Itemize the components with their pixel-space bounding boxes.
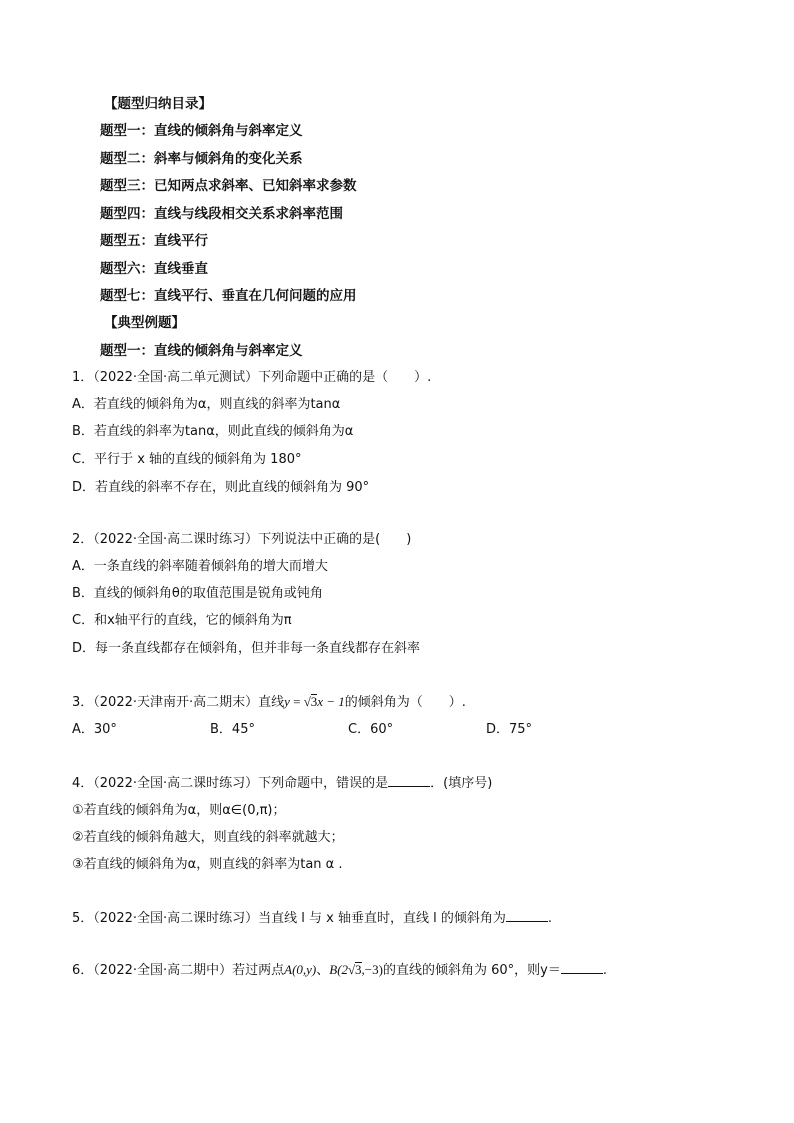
toc-item-1: 题型一：直线的倾斜角与斜率定义: [100, 123, 303, 139]
q5-stem-text: 5．（2022·全国·高二课时练习）当直线 l 与 x 轴垂直时，直线 l 的倾斜角为: [72, 911, 506, 926]
q3-stem: [72, 693, 466, 712]
q3-option-d: D．75°: [486, 722, 533, 737]
q6-sqrt-radicand: 3: [355, 962, 362, 977]
answer-blank[interactable]: [506, 909, 548, 922]
q3-option-b: B．45°: [210, 722, 255, 737]
q4-stem: [72, 774, 492, 793]
q6-point-b-suffix: ,−3): [361, 962, 383, 977]
q1-option-c: C．平行于 x 轴的直线的倾斜角为 180°: [72, 452, 302, 467]
q4-stem-text: 4．（2022·全国·高二课时练习）下列命题中，错误的是: [72, 776, 389, 791]
q4-stem-end: ．(填序号): [430, 776, 493, 791]
answer-blank[interactable]: [561, 961, 603, 974]
q2-option-b: B．直线的倾斜角θ的取值范围是锐角或钝角: [72, 586, 323, 601]
toc-item-2: 题型二：斜率与倾斜角的变化关系: [100, 151, 303, 167]
q3-equation-rest: x − 1: [317, 694, 345, 709]
q4-statement-1: ①若直线的倾斜角为α，则α∈(0,π)；: [72, 803, 286, 818]
q1-stem: 1．（2022·全国·高二单元测试）下列命题中正确的是（ ）.: [72, 370, 432, 385]
examples-title: 【典型例题】: [104, 315, 185, 331]
toc-title: 【题型归纳目录】: [104, 96, 212, 112]
q6-stem-middle: 的直线的倾斜角为 60°，则y＝: [382, 963, 561, 978]
q3-equation-eq: =: [289, 694, 304, 709]
answer-blank[interactable]: [388, 774, 430, 787]
q6-stem-end: .: [602, 963, 607, 978]
q3-options: [72, 721, 592, 739]
radical-icon: √: [303, 694, 311, 709]
q2-option-d: D．每一条直线都存在倾斜角，但并非每一条直线都存在斜率: [72, 641, 421, 656]
q6-point-b-prefix: B(2: [329, 962, 349, 977]
q2-option-c: C．和x轴平行的直线，它的倾斜角为π: [72, 613, 292, 628]
toc-item-6: 题型六：直线垂直: [100, 261, 208, 277]
toc-item-4: 题型四：直线与线段相交关系求斜率范围: [100, 206, 343, 222]
q3-sqrt-radicand: 3: [310, 694, 318, 709]
radical-icon: √: [348, 962, 356, 977]
q3-stem-suffix: 的倾斜角为（ ）.: [344, 695, 466, 710]
q4-statement-2: ②若直线的倾斜角越大，则直线的斜率就越大；: [72, 830, 344, 845]
q5-stem-end: .: [547, 911, 552, 926]
q6-stem: [72, 961, 607, 980]
q6-sqrt: [348, 961, 362, 979]
toc-item-5: 题型五：直线平行: [100, 233, 208, 249]
q4-statement-3: ③若直线的倾斜角为α，则直线的斜率为tan α .: [72, 857, 343, 872]
q3-stem-prefix: 3．（2022·天津南开·高二期末）直线: [72, 695, 285, 710]
q6-stem-prefix: 6．（2022·全国·高二期中）若过两点: [72, 963, 285, 978]
q6-separator: 、: [316, 963, 330, 978]
q5-stem: [72, 909, 552, 928]
q1-option-d: D．若直线的斜率不存在，则此直线的倾斜角为 90°: [72, 480, 370, 495]
q2-option-a: A．一条直线的斜率随着倾斜角的增大而增大: [72, 559, 328, 574]
q3-sqrt: [304, 693, 318, 711]
q3-equation-y: y: [284, 694, 290, 709]
section-heading: 题型一：直线的倾斜角与斜率定义: [100, 343, 303, 359]
q6-point-a: A(0,y): [284, 962, 317, 977]
q2-stem: 2．（2022·全国·高二课时练习）下列说法中正确的是( ): [72, 532, 412, 547]
q3-option-a: A．30°: [72, 722, 117, 737]
q3-option-c: C．60°: [348, 722, 394, 737]
toc-item-3: 题型三：已知两点求斜率、已知斜率求参数: [100, 178, 357, 194]
q1-option-b: B．若直线的斜率为tanα，则此直线的倾斜角为α: [72, 424, 354, 439]
q1-option-a: A．若直线的倾斜角为α，则直线的斜率为tanα: [72, 397, 341, 412]
toc-item-7: 题型七：直线平行、垂直在几何问题的应用: [100, 288, 357, 304]
